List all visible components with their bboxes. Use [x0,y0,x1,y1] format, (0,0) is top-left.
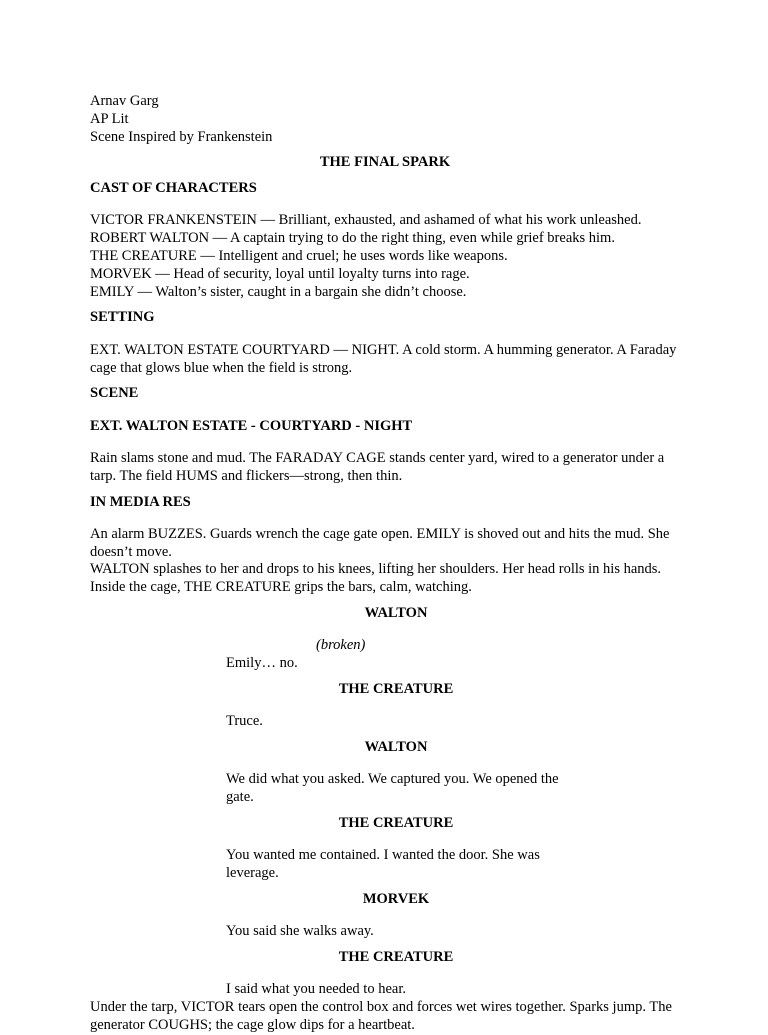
dialogue-character: THE CREATURE [338,814,454,831]
cast-line-victor: VICTOR FRANKENSTEIN — Brilliant, exhausted, and ashamed of what his work unleashed. [90,212,642,229]
action-paragraph-3: Under the tarp, VICTOR tears open the control box and forces wet wires together. Sparks jump. The generator COUGHS; the cage glow dips for a heartbeat. [90,998,672,1033]
scene-description: Rain slams stone and mud. The FARADAY CAGE stands center yard, wired to a generator under a tarp. The field HUMS and flickers—strong, then thin. [90,449,665,484]
dialogue-line: Truce. [226,713,263,730]
dialogue-line: We did what you asked. We captured you. We opened the gate. [226,771,559,806]
dialogue-character: WALTON [364,739,428,756]
course-name: AP Lit [90,110,129,127]
dialogue-character: MORVEK [362,890,430,907]
setting-heading: SETTING [90,309,155,326]
dialogue-line: You said she walks away. [226,923,374,940]
cast-line-emily: EMILY — Walton’s sister, caught in a bargain she didn’t choose. [90,283,467,300]
action-paragraph-2: WALTON splashes to her and drops to his knees, lifting her shoulders. Her head rolls in his hands. Inside the cage, THE CREATURE grips the bars, calm, watching. [90,561,662,596]
dialogue-character: WALTON [364,605,428,622]
action-paragraph-1: An alarm BUZZES. Guards wrench the cage gate open. EMILY is shoved out and hits the mud. She doesn’t move. [90,525,670,560]
scene-slugline: EXT. WALTON ESTATE - COURTYARD - NIGHT [90,417,413,434]
scene-heading: SCENE [90,385,139,402]
document-title: THE FINAL SPARK [319,154,451,171]
dialogue-line: I said what you needed to hear. [226,981,406,998]
dialogue-parenthetical: (broken) [316,637,366,654]
dialogue-block [226,605,586,999]
document-content [90,93,680,1035]
document-subtitle: Scene Inspired by Frankenstein [90,128,273,145]
in-media-res-heading: IN MEDIA RES [90,493,191,510]
cast-line-walton: ROBERT WALTON — A captain trying to do the right thing, even while grief breaks him. [90,230,615,247]
dialogue-line: You wanted me contained. I wanted the door. She was leverage. [226,847,540,881]
cast-line-creature: THE CREATURE — Intelligent and cruel; he uses words like weapons. [90,248,508,265]
dialogue-character: THE CREATURE [338,680,454,697]
setting-text: EXT. WALTON ESTATE COURTYARD — NIGHT. A cold storm. A humming generator. A Faraday cage that glows blue when the field is strong. [90,341,677,376]
dialogue-character: THE CREATURE [338,948,454,965]
author-name: Arnav Garg [90,93,159,109]
dialogue-line: Emily… no. [226,655,298,672]
cast-line-morvek: MORVEK — Head of security, loyal until loyalty turns into rage. [90,265,470,282]
cast-heading: CAST OF CHARACTERS [90,180,257,197]
